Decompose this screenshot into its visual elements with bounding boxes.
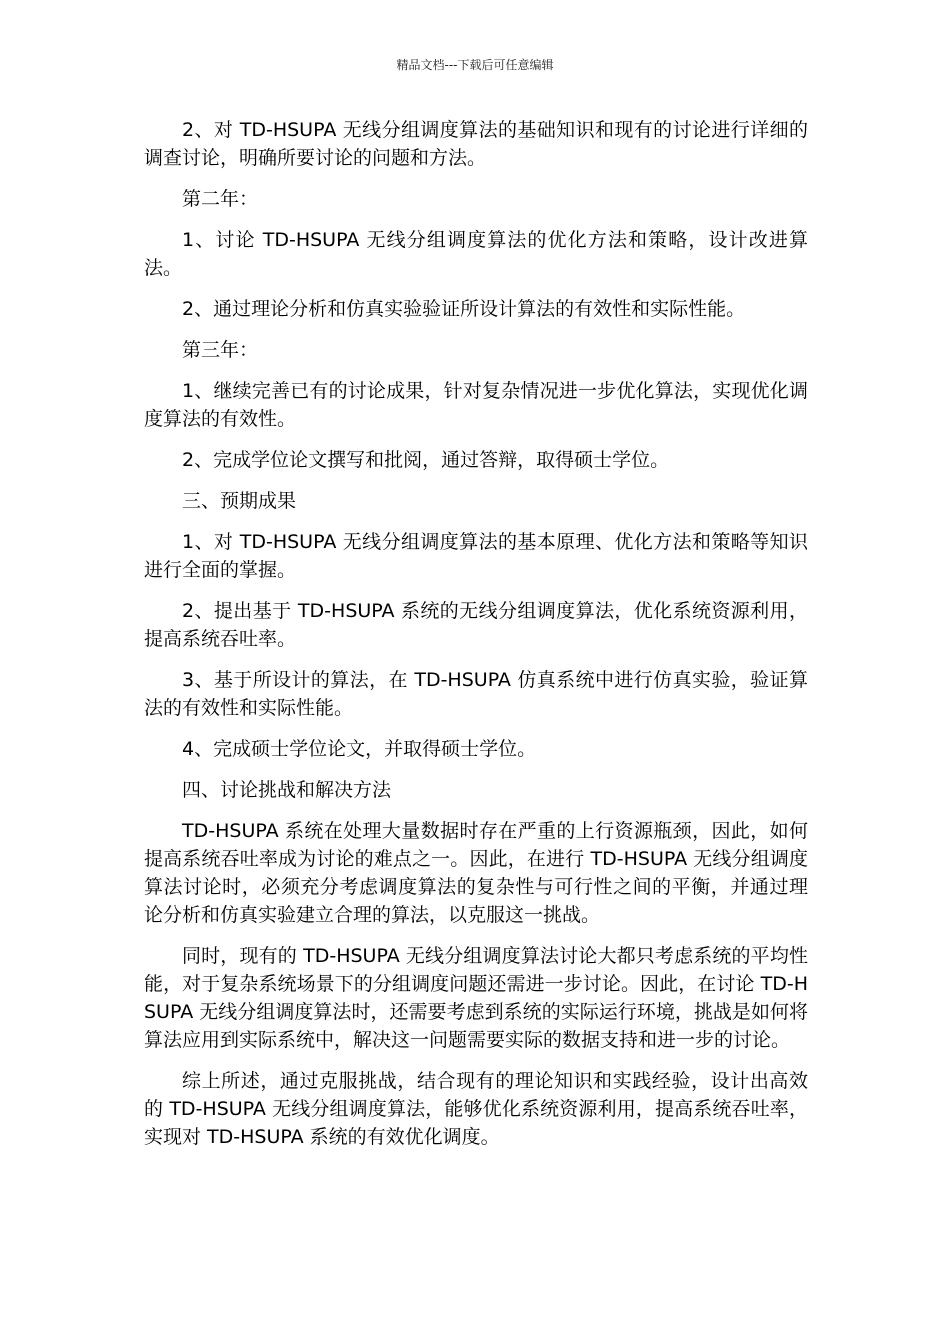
paragraph-plan-item-2: 2、对 TD-HSUPA 无线分组调度算法的基础知识和现有的讨论进行详细的调查讨论，明确所要讨论的问题和方法。: [144, 119, 808, 169]
paragraph-second-year-item-1: 1、讨论 TD-HSUPA 无线分组调度算法的优化方法和策略，设计改进算法。: [144, 229, 808, 279]
heading-expected-results: 三、预期成果: [182, 490, 297, 512]
paragraph-expected-item-3: 3、基于所设计的算法，在 TD-HSUPA 仿真系统中进行仿真实验，验证算法的有效性和实际性能。: [144, 669, 808, 719]
document-body: [144, 116, 808, 1164]
paragraph-expected-item-4: 4、完成硕士学位论文，并取得硕士学位。: [182, 738, 537, 760]
heading-challenges: 四、讨论挑战和解决方法: [182, 779, 392, 801]
heading-third-year: 第三年：: [182, 339, 259, 361]
page-header: 精品文档---下载后可任意编辑: [396, 58, 554, 72]
paragraph-challenges-1: TD-HSUPA 系统在处理大量数据时存在严重的上行资源瓶颈，因此，如何提高系统吞吐率成为讨论的难点之一。因此，在进行 TD-HSUPA 无线分组调度算法讨论时，必须充分考虑调度算法的复杂性与可行性之间的平衡，并通过理论分析和仿真实验建立合理的算法，以克服这一挑战。: [144, 820, 808, 926]
paragraph-challenges-2: 同时，现有的 TD-HSUPA 无线分组调度算法讨论大都只考虑系统的平均性能，对于复杂系统场景下的分组调度问题还需进一步讨论。因此，在讨论 TD-HSUPA 无线分组调度算法时，还需要考虑到系统的实际运行环境，挑战是如何将算法应用到实际系统中，解决这一问题需要实际的数据支持和进一步的讨论。: [144, 945, 808, 1051]
paragraph-third-year-item-1: 1、继续完善已有的讨论成果，针对复杂情况进一步优化算法，实现优化调度算法的有效性。: [144, 380, 808, 430]
paragraph-expected-item-2: 2、提出基于 TD-HSUPA 系统的无线分组调度算法，优化系统资源利用，提高系统吞吐率。: [144, 600, 808, 650]
paragraph-second-year-item-2: 2、通过理论分析和仿真实验验证所设计算法的有效性和实际性能。: [182, 298, 746, 320]
paragraph-conclusion: 综上所述，通过克服挑战，结合现有的理论知识和实践经验，设计出高效的 TD-HSUPA 无线分组调度算法，能够优化系统资源利用，提高系统吞吐率，实现对 TD-HSUPA 系统的有效优化调度。: [144, 1070, 808, 1148]
heading-second-year: 第二年：: [182, 188, 259, 210]
paragraph-expected-item-1: 1、对 TD-HSUPA 无线分组调度算法的基本原理、优化方法和策略等知识进行全面的掌握。: [144, 531, 808, 581]
paragraph-third-year-item-2: 2、完成学位论文撰写和批阅，通过答辩，取得硕士学位。: [182, 449, 670, 471]
